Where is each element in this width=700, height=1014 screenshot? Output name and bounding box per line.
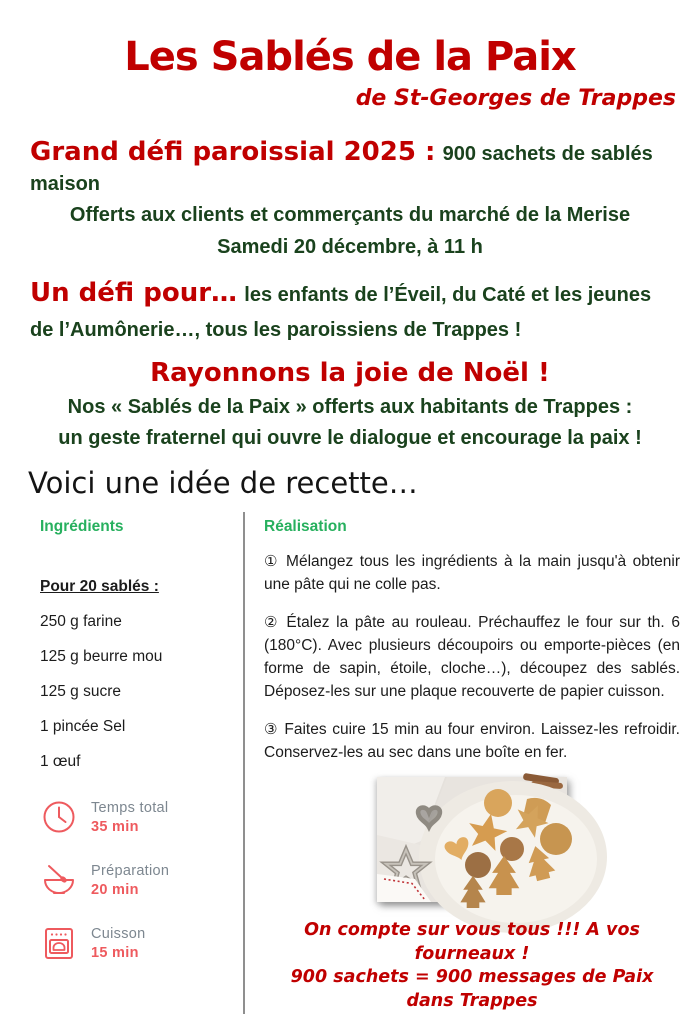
challenge-line2: Offerts aux clients et commerçants du marché de la Merise (69, 204, 631, 227)
time-value: 35 min (91, 819, 139, 836)
preparation-time-row (40, 862, 243, 900)
challenge-lead: Grand défi paroissial 2025 : (30, 137, 436, 167)
mixing-bowl-icon (40, 862, 78, 900)
time-info-list (40, 799, 243, 963)
step-number: ③ (264, 719, 279, 738)
footer-call-to-action (264, 919, 680, 1014)
total-time-text (91, 799, 168, 837)
ingredients-title: Ingrédients (40, 518, 124, 536)
ingredients-column (40, 512, 243, 1014)
joy-heading: Rayonnons la joie de Noël ! (150, 358, 550, 389)
time-label: Préparation (91, 863, 170, 880)
challenge-line3: Samedi 20 décembre, à 11 h (217, 236, 483, 259)
joy-line2: un geste fraternel qui ouvre le dialogue et encourage la paix ! (58, 427, 642, 450)
defi-paragraph (30, 276, 668, 346)
time-value: 20 min (91, 882, 139, 899)
recipe-step (264, 718, 680, 765)
step-text: Faites cuire 15 min au four environ. Laissez-les refroidir. Conservez-les au sec dans une boîte en fer. (264, 720, 680, 761)
flyer-page (0, 34, 700, 1011)
time-label: Cuisson (91, 926, 146, 943)
challenge-lead-rest: 900 sachets de sablés maison (30, 143, 653, 195)
step-text: Étalez la pâte au rouleau. Préchauffez le four sur th. 6 (180°C). Avec plusieurs découpoirs ou emporte-pièces (en forme de sapin, étoile, cloche…), découpez des sablés. Déposez-les sur une plaque recouverte de papier cuisson. (264, 613, 680, 701)
defi-lead: Un défi pour… (30, 278, 238, 309)
ingredient-item: 1 pincée Sel (40, 718, 126, 736)
cookies-photo (377, 777, 567, 902)
recipe-heading: Voici une idée de recette… (28, 466, 418, 501)
page-title: Les Sablés de la Paix (124, 34, 576, 80)
joy-line1: Nos « Sablés de la Paix » offerts aux habitants de Trappes : (67, 396, 633, 419)
footer-line1: On compte sur vous tous !!! A vos fourneaux ! (304, 920, 640, 964)
clock-icon (40, 799, 78, 837)
cooking-time-row (40, 925, 243, 963)
ingredient-item: 250 g farine (40, 613, 122, 631)
challenge-headline (30, 137, 700, 195)
footer-line2: 900 sachets = 900 messages de Paix dans Trappes (290, 967, 654, 1012)
recipe-columns (0, 512, 700, 1014)
ingredient-item: 125 g beurre mou (40, 648, 163, 666)
challenge-section (0, 137, 700, 259)
servings-line: Pour 20 sablés : (40, 578, 159, 596)
step-number: ① (264, 552, 280, 571)
realisation-title: Réalisation (264, 518, 347, 536)
time-label: Temps total (91, 800, 169, 817)
ingredient-item: 125 g sucre (40, 683, 121, 701)
joy-section (0, 358, 700, 450)
oven-icon (40, 925, 78, 963)
preparation-time-text (91, 862, 169, 900)
step-text: Mélangez tous les ingrédients à la main jusqu'à obtenir une pâte qui ne colle pas. (264, 553, 681, 594)
defi-rest: les enfants de l’Éveil, du Caté et les jeunes de l’Aumônerie…, tous les paroissiens de Trappes ! (30, 284, 652, 342)
ingredient-item: 1 œuf (40, 753, 81, 771)
page-subtitle: de St-Georges de Trappes (355, 86, 676, 111)
step-number: ② (264, 612, 280, 631)
time-value: 15 min (91, 945, 139, 962)
total-time-row (40, 799, 243, 837)
photo-container (264, 777, 680, 902)
recipe-step (264, 550, 680, 597)
cooking-time-text (91, 925, 146, 963)
realisation-column (245, 512, 680, 1014)
recipe-step (264, 611, 680, 704)
